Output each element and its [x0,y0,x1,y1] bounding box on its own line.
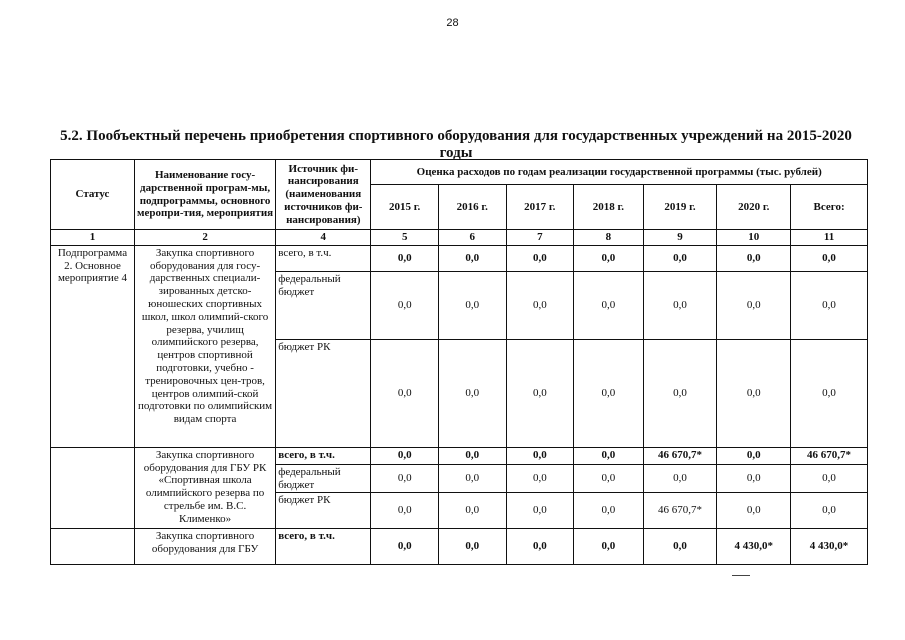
value-cell: 0,0 [506,447,574,464]
value-cell: 0,0 [643,529,717,565]
value-cell: 4 430,0* [791,529,868,565]
value-cell: 0,0 [717,339,791,447]
value-cell: 46 670,7* [791,447,868,464]
table-row [51,447,868,464]
value-cell: 0,0 [371,271,439,339]
value-cell: 0,0 [438,245,506,271]
value-cell: 0,0 [717,271,791,339]
value-cell: 46 670,7* [643,493,717,529]
activity-name-cell: Закупка спортивного оборудования для ГБУ [134,529,275,565]
value-cell: 0,0 [643,271,717,339]
header-year-2018: 2018 г. [574,185,644,230]
col-number: 6 [438,230,506,246]
col-number: 8 [574,230,644,246]
value-cell: 0,0 [506,271,574,339]
col-number: 7 [506,230,574,246]
header-source: Источник фи-нансирования (наименования источников фи-нансирования) [276,160,371,230]
header-year-2020: 2020 г. [717,185,791,230]
source-cell: федеральный бюджет [276,271,371,339]
source-cell: бюджет РК [276,493,371,529]
col-number: 9 [643,230,717,246]
value-cell: 0,0 [438,529,506,565]
source-cell: всего, в т.ч. [276,529,371,565]
value-cell: 0,0 [371,245,439,271]
value-cell: 0,0 [438,339,506,447]
value-cell: 0,0 [574,339,644,447]
status-cell: Подпрограмма 2. Основное мероприятие 4 [51,245,135,447]
value-cell: 0,0 [371,493,439,529]
value-cell: 0,0 [371,339,439,447]
col-number: 10 [717,230,791,246]
status-cell [51,529,135,565]
value-cell: 0,0 [574,447,644,464]
value-cell: 0,0 [438,271,506,339]
value-cell: 0,0 [506,464,574,493]
status-cell [51,447,135,529]
value-cell: 0,0 [574,245,644,271]
header-status: Статус [51,160,135,230]
header-estimate: Оценка расходов по годам реализации государственной программы (тыс. рублей) [371,160,868,185]
header-year-2019: 2019 г. [643,185,717,230]
value-cell: 0,0 [506,339,574,447]
value-cell: 0,0 [506,493,574,529]
header-year-2017: 2017 г. [506,185,574,230]
col-number: 1 [51,230,135,246]
value-cell: 0,0 [791,271,868,339]
table-row [51,245,868,271]
value-cell: 0,0 [791,339,868,447]
value-cell: 0,0 [643,245,717,271]
value-cell: 0,0 [371,529,439,565]
value-cell: 0,0 [574,464,644,493]
col-number: 4 [276,230,371,246]
value-cell: 0,0 [438,493,506,529]
value-cell: 0,0 [574,493,644,529]
value-cell: 0,0 [717,493,791,529]
value-cell: 0,0 [371,464,439,493]
header-year-2016: 2016 г. [438,185,506,230]
header-total: Всего: [791,185,868,230]
value-cell: 0,0 [643,464,717,493]
value-cell: 0,0 [643,339,717,447]
value-cell: 0,0 [506,529,574,565]
source-cell: федеральный бюджет [276,464,371,493]
value-cell: 0,0 [438,464,506,493]
activity-name-cell: Закупка спортивного оборудования для госу-дарственных специали-зированных детско-юношеских спортивных школ, школ олимпий-ского резерва, училищ олимпийского резерва, центров спортивной подготовки, учебно - тренировочных цен-тров, центров олимпий-ской подготовки по олимпийским видам спорта [134,245,275,447]
value-cell: 0,0 [791,245,868,271]
value-cell: 0,0 [506,245,574,271]
header-year-2015: 2015 г. [371,185,439,230]
value-cell: 0,0 [717,464,791,493]
value-cell: 0,0 [791,464,868,493]
value-cell: 0,0 [574,529,644,565]
value-cell: 4 430,0* [717,529,791,565]
value-cell: 46 670,7* [643,447,717,464]
table-row [51,529,868,565]
activity-name-cell: Закупка спортивного оборудования для ГБУ РК «Спортивная школа олимпийского резерва по стрельбе им. В.С. Клименко» [134,447,275,529]
page-number: 28 [446,17,459,29]
source-cell: всего, в т.ч. [276,447,371,464]
value-cell: 0,0 [717,447,791,464]
source-cell: бюджет РК [276,339,371,447]
source-cell: всего, в т.ч. [276,245,371,271]
scan-mark [732,575,750,576]
col-number: 11 [791,230,868,246]
value-cell: 0,0 [717,245,791,271]
value-cell: 0,0 [438,447,506,464]
expenditure-table [50,159,868,565]
value-cell: 0,0 [791,493,868,529]
page-title: 5.2. Пообъектный перечень приобретения спортивного оборудования для государственных учреждений на 2015-2020 годы [60,128,852,161]
column-number-row [51,230,868,246]
value-cell: 0,0 [371,447,439,464]
col-number: 2 [134,230,275,246]
value-cell: 0,0 [574,271,644,339]
col-number: 5 [371,230,439,246]
header-name: Наименование госу-дарственной програм-мы, подпрограммы, основного меропри-тия, мероприятия [134,160,275,230]
